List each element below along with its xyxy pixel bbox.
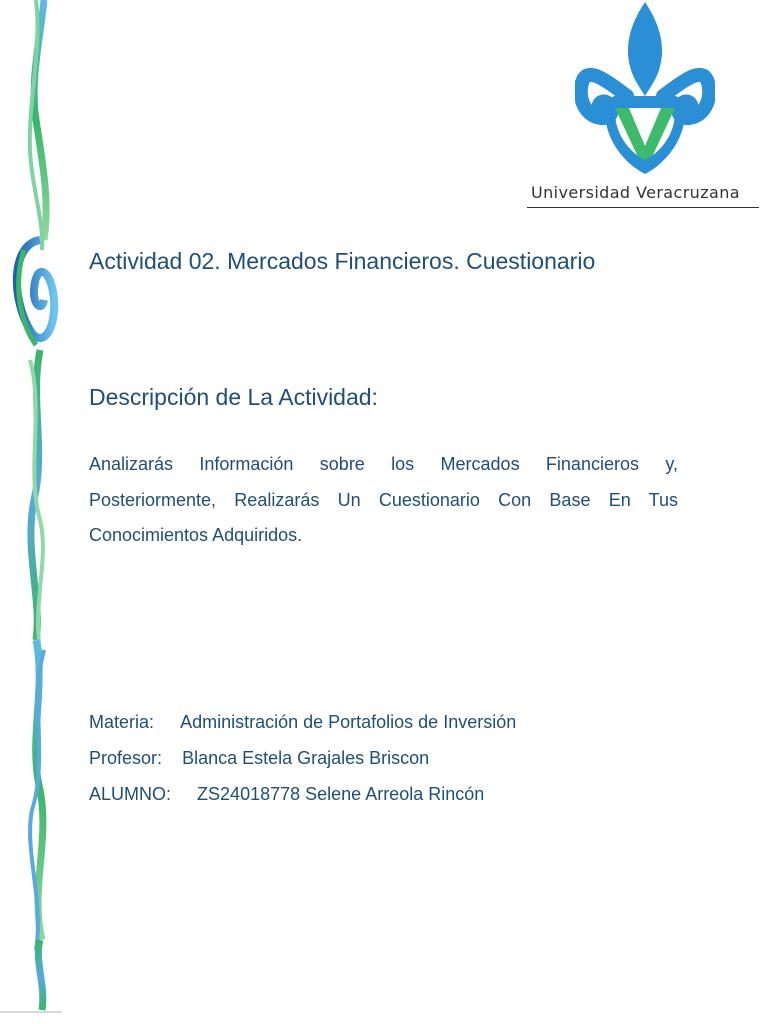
section-heading: Descripción de La Actividad:	[89, 384, 378, 410]
materia-value: Administración de Portafolios de Inversión	[180, 712, 517, 732]
flor-de-lis-icon	[575, 0, 715, 178]
university-name: Universidad Veracruzana	[531, 183, 740, 202]
alumno-label: ALUMNO:	[89, 784, 172, 804]
activity-description: Analizarás Información sobre los Mercados Financieros y, Posteriormente, Realizarás Un Cuestionario Con Base En Tus Conocimientos Adquiridos.	[89, 454, 678, 545]
info-block	[89, 706, 516, 814]
alumno-value: ZS24018778 Selene Arreola Rincón	[197, 784, 485, 804]
profesor-row	[89, 742, 516, 778]
profesor-label: Profesor:	[89, 748, 163, 768]
bottom-divider	[0, 1011, 62, 1013]
materia-label: Materia:	[89, 712, 155, 732]
alumno-row	[89, 778, 516, 814]
decorative-ribbon	[0, 0, 70, 1024]
document-title: Actividad 02. Mercados Financieros. Cuestionario	[89, 248, 596, 274]
profesor-value: Blanca Estela Grajales Briscon	[182, 748, 430, 768]
university-logo	[525, 0, 765, 212]
materia-row	[89, 706, 516, 742]
logo-underline	[527, 207, 759, 208]
